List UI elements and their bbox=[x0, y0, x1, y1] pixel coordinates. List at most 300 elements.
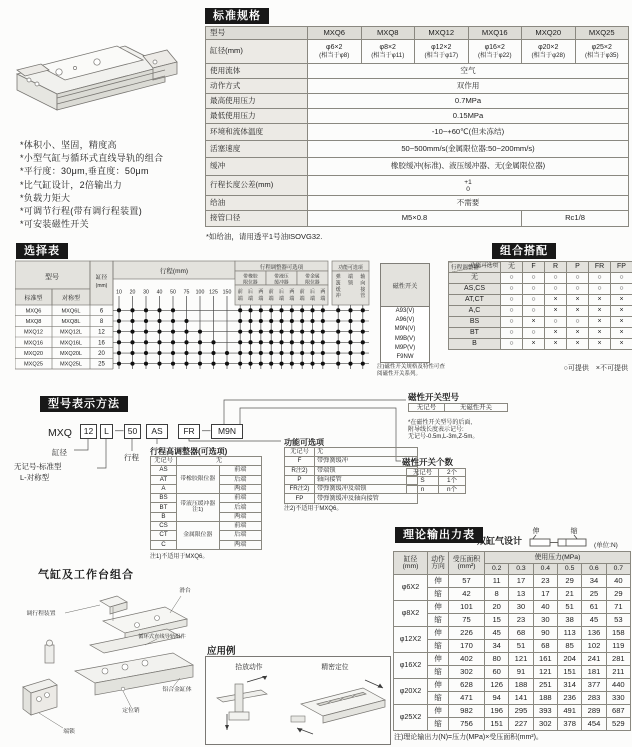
td-element: × bbox=[611, 317, 632, 328]
th-element: 0.6 bbox=[582, 564, 606, 575]
td-element: 橡胶缓冲(标准)、液压缓冲器、无(金属限位器) bbox=[308, 158, 629, 176]
model-prefix: MXQ bbox=[48, 427, 72, 439]
td-element: × bbox=[589, 328, 611, 339]
td-element: 34 bbox=[485, 640, 509, 653]
td-element: 金属限位器 bbox=[177, 522, 220, 550]
tr-element bbox=[285, 457, 418, 466]
circle-element bbox=[157, 308, 161, 312]
circle-element bbox=[171, 340, 175, 344]
td-element: 71 bbox=[606, 601, 630, 614]
td-element: 283 bbox=[582, 692, 606, 705]
td-element: 302 bbox=[533, 718, 557, 731]
td-element: × bbox=[523, 339, 545, 350]
rect-element bbox=[235, 684, 243, 712]
text-element: 簧 bbox=[335, 281, 341, 287]
output-row bbox=[394, 614, 631, 627]
output-table bbox=[393, 551, 631, 731]
circle-element bbox=[171, 351, 175, 355]
adjuster-options-table bbox=[150, 456, 262, 550]
text-element: 后 bbox=[310, 289, 316, 295]
td-element: 带弹簧缓冲 bbox=[315, 457, 418, 466]
circle-element bbox=[248, 330, 252, 334]
td-element: 85 bbox=[557, 640, 581, 653]
text-element: MXQ20L bbox=[59, 351, 83, 358]
td-element: × bbox=[545, 328, 567, 339]
td-element: n个 bbox=[439, 485, 466, 493]
div-element: 方向 bbox=[431, 563, 445, 570]
td-element: 236 bbox=[557, 692, 581, 705]
td-element: 196 bbox=[485, 705, 509, 718]
output-row bbox=[394, 692, 631, 705]
switch-model-table-wrap bbox=[408, 403, 508, 412]
td-element: × bbox=[589, 295, 611, 306]
td-element: 378 bbox=[557, 718, 581, 731]
circle-element bbox=[157, 351, 161, 355]
circle-element bbox=[321, 319, 325, 323]
td-element: 170 bbox=[449, 640, 485, 653]
circle-element bbox=[117, 319, 121, 323]
td-element: 226 bbox=[449, 627, 485, 640]
td-element: 后端 bbox=[219, 475, 262, 484]
circle-element bbox=[321, 351, 325, 355]
circle-element bbox=[259, 330, 263, 334]
td-element: MXQ8 bbox=[361, 27, 415, 40]
td-element: 活塞速度 bbox=[206, 141, 308, 158]
text-element: 12 bbox=[98, 329, 105, 336]
td-element: 330 bbox=[606, 692, 630, 705]
circle-element bbox=[336, 330, 340, 334]
td-element: ○ bbox=[501, 284, 523, 295]
combination-legend: ○可提供 ×不可提供 bbox=[563, 365, 628, 372]
div-element: φ16×2 bbox=[484, 43, 505, 51]
td-element: 45 bbox=[485, 627, 509, 640]
circle-element bbox=[361, 340, 365, 344]
text-element: 后 bbox=[248, 289, 254, 295]
auto-switch-model: M9B(V) bbox=[394, 335, 416, 342]
spec-row bbox=[206, 141, 629, 158]
td-element: 454 bbox=[582, 718, 606, 731]
td-element: 60 bbox=[485, 666, 509, 679]
circle-element bbox=[310, 319, 314, 323]
stroke-label: 行程 bbox=[124, 453, 139, 462]
text-element: MXQ12 bbox=[24, 329, 43, 336]
text-element: 带橡胶 bbox=[243, 274, 258, 280]
circle-element bbox=[171, 308, 175, 312]
specs-footnote: *如给油，请用透平1号油ISOVG32. bbox=[206, 232, 323, 241]
text-element: 伸 bbox=[532, 528, 540, 535]
circle-element bbox=[259, 319, 263, 323]
circle-element bbox=[45, 693, 50, 698]
td-element: Rc1/8 bbox=[522, 211, 629, 227]
text-element: 定位销 bbox=[122, 708, 140, 714]
text-element: 锁 bbox=[348, 281, 353, 287]
switch-model-table bbox=[408, 403, 508, 412]
td-element: 不需要 bbox=[308, 196, 629, 211]
td-element: 161 bbox=[533, 653, 557, 666]
circle-element bbox=[290, 351, 294, 355]
output-row bbox=[394, 679, 631, 692]
td-element: 伸 bbox=[428, 679, 449, 692]
td-element: ○ bbox=[545, 317, 567, 328]
circle-element bbox=[300, 308, 304, 312]
td-element: 68 bbox=[533, 640, 557, 653]
td-element: × bbox=[567, 328, 589, 339]
circle-element bbox=[117, 362, 121, 366]
td-element: 113 bbox=[557, 627, 581, 640]
circle-element bbox=[184, 319, 188, 323]
spec-row bbox=[206, 211, 629, 227]
td-element: 双作用 bbox=[308, 79, 629, 94]
td-element: 2个 bbox=[439, 469, 466, 477]
td-element: MXQ20 bbox=[522, 27, 576, 40]
combination-row bbox=[449, 284, 632, 295]
adjuster-table-wrap bbox=[150, 456, 262, 550]
output-row bbox=[394, 653, 631, 666]
tr-element bbox=[151, 522, 262, 531]
td-element: 带橡胶限位器 bbox=[177, 466, 220, 494]
circle-element bbox=[259, 308, 263, 312]
td-element: 204 bbox=[557, 653, 581, 666]
td-element: φ25X2 bbox=[394, 705, 428, 731]
text-element: 端 bbox=[310, 296, 316, 302]
td-element: BT bbox=[449, 328, 501, 339]
td-element: 缩 bbox=[428, 692, 449, 705]
combination-table-wrap bbox=[448, 261, 632, 350]
circle-element bbox=[300, 362, 304, 366]
circle-element bbox=[94, 59, 100, 65]
output-title-tab: 理论输出力表 bbox=[395, 527, 483, 543]
td-element: A,C bbox=[449, 306, 501, 317]
div-element: 缸径 bbox=[403, 555, 418, 563]
td-element: AT,CT bbox=[449, 295, 501, 306]
circle-element bbox=[348, 351, 352, 355]
designation-title-tab: 型号表示方法 bbox=[40, 396, 128, 412]
output-subtitle: 双缸气设计 bbox=[477, 536, 523, 546]
text-element: 150 bbox=[222, 289, 232, 296]
text-element: MXQ16L bbox=[59, 340, 83, 347]
circle-element bbox=[336, 351, 340, 355]
td-element: 23 bbox=[533, 575, 557, 588]
td-element: 101 bbox=[449, 601, 485, 614]
text-element: MXQ8 bbox=[25, 319, 42, 326]
td-element: 前端 bbox=[219, 494, 262, 503]
td-element: 295 bbox=[509, 705, 533, 718]
td-element: FP bbox=[611, 262, 632, 273]
td-element: 缩 bbox=[428, 666, 449, 679]
auto-switch-column bbox=[380, 263, 430, 363]
text-element: MXQ16 bbox=[24, 340, 43, 347]
td-element: 两端 bbox=[219, 540, 262, 549]
div-element: 0 bbox=[466, 185, 470, 193]
circle-element bbox=[184, 330, 188, 334]
output-row bbox=[394, 640, 631, 653]
circle-element bbox=[157, 362, 161, 366]
circle-element bbox=[142, 660, 148, 666]
adjuster-note: 注1)不适用于MXQ6。 bbox=[150, 554, 209, 560]
circle-element bbox=[336, 340, 340, 344]
model-code-box: 12 bbox=[80, 424, 97, 439]
switch-model-note bbox=[408, 420, 478, 442]
td-element: 687 bbox=[606, 705, 630, 718]
tr-element bbox=[206, 27, 629, 40]
text-element: 标准型 bbox=[24, 296, 43, 302]
div-element: (mm²) bbox=[457, 563, 476, 570]
td-element: F bbox=[523, 262, 545, 273]
td-element: P bbox=[285, 475, 315, 484]
spec-row bbox=[206, 158, 629, 176]
td-element: ○ bbox=[501, 306, 523, 317]
circle-element bbox=[130, 351, 134, 355]
th-element: 0.7 bbox=[606, 564, 630, 575]
div-element: (相当于φ22) bbox=[477, 51, 512, 59]
text-element: 端 bbox=[258, 296, 264, 302]
td-element: 121 bbox=[533, 666, 557, 679]
circle-element bbox=[130, 330, 134, 334]
tr-element bbox=[151, 466, 262, 475]
td-element: 51 bbox=[509, 640, 533, 653]
td-element: 34 bbox=[582, 575, 606, 588]
td-element: 61 bbox=[582, 601, 606, 614]
circle-element bbox=[310, 362, 314, 366]
td-element: BT bbox=[151, 503, 177, 512]
bore-label: 缸径 bbox=[52, 448, 67, 457]
td-element: 281 bbox=[606, 653, 630, 666]
model-code-box: 50 bbox=[124, 424, 141, 439]
td-element: ○ bbox=[545, 284, 567, 295]
div-element: 受压面积 bbox=[452, 555, 481, 563]
td-element: 11 bbox=[485, 575, 509, 588]
circle-element bbox=[121, 687, 125, 691]
td-element: 53 bbox=[606, 614, 630, 627]
circle-element bbox=[348, 362, 352, 366]
td-element: CT bbox=[151, 531, 177, 540]
selection-title-tab: 选择表 bbox=[16, 243, 68, 259]
div-element: 无记号-0.5m,L-3m,Z-5m。 bbox=[408, 434, 479, 441]
td-element: 0.15MPa bbox=[308, 109, 629, 124]
switch-qty-table-wrap bbox=[406, 468, 466, 494]
td-element: 最高使用压力 bbox=[206, 94, 308, 109]
td-element: 80 bbox=[485, 653, 509, 666]
text-element: MXQ25 bbox=[24, 361, 43, 368]
td-element: 30 bbox=[533, 614, 557, 627]
text-element: 循环式直线导轨组件 bbox=[138, 634, 186, 640]
text-element: 端 bbox=[320, 296, 326, 302]
text-element: MXQ25L bbox=[59, 361, 83, 368]
spec-row bbox=[206, 176, 629, 196]
function-options-header: 功能可选项 bbox=[284, 438, 324, 447]
td-element: × bbox=[545, 295, 567, 306]
text-element: 调行程装置 bbox=[26, 611, 56, 617]
combination-row bbox=[449, 317, 632, 328]
td-element: 756 bbox=[449, 718, 485, 731]
circle-element bbox=[348, 340, 352, 344]
feature-item: *小型气缸与循环式直线导轨的组合 bbox=[20, 153, 164, 164]
td-element: ○ bbox=[611, 273, 632, 284]
tr-element bbox=[285, 475, 418, 484]
circle-element bbox=[248, 340, 252, 344]
td-element: ○ bbox=[567, 273, 589, 284]
rect-element bbox=[45, 645, 54, 663]
td-element: MXQ25 bbox=[575, 27, 629, 40]
tr-element bbox=[285, 466, 418, 475]
td-element: 302 bbox=[449, 666, 485, 679]
tr-element bbox=[285, 485, 418, 494]
circle-element bbox=[259, 340, 263, 344]
circle-element bbox=[73, 66, 76, 69]
td-element: 119 bbox=[606, 640, 630, 653]
td-element: 伸 bbox=[428, 705, 449, 718]
td-element: 带弹簧缓冲及端锁 bbox=[315, 485, 418, 494]
circle-element bbox=[130, 340, 134, 344]
td-element: 29 bbox=[606, 588, 630, 601]
circle-element bbox=[269, 362, 273, 366]
adjuster-options-header: 行程高调整器(可选项) bbox=[150, 447, 228, 456]
feature-item: *平行度：30μm,垂直度：50μm bbox=[20, 166, 149, 177]
text-element: 型号 bbox=[45, 274, 59, 281]
circle-element bbox=[321, 362, 325, 366]
rect-element bbox=[229, 712, 249, 720]
circle-element bbox=[279, 330, 283, 334]
td-element: 13 bbox=[509, 588, 533, 601]
specs-title-tab: 标准规格 bbox=[205, 8, 269, 24]
combination-row bbox=[449, 339, 632, 350]
div-element: (mm) bbox=[402, 563, 419, 570]
circle-element bbox=[361, 330, 365, 334]
rect-element bbox=[235, 285, 328, 305]
span-element: 功能可选项 bbox=[470, 263, 498, 269]
td-element bbox=[361, 40, 415, 64]
td-element: 空气 bbox=[308, 64, 629, 79]
tr-element bbox=[206, 40, 629, 64]
circle-element bbox=[310, 308, 314, 312]
td-element: 无 bbox=[315, 448, 418, 457]
circle-element bbox=[157, 340, 161, 344]
td-element: 前端 bbox=[219, 466, 262, 475]
feature-item: *可安装磁性开关 bbox=[20, 219, 89, 230]
td-element: MXQ16 bbox=[468, 27, 522, 40]
td-element: 628 bbox=[449, 679, 485, 692]
spec-row bbox=[206, 94, 629, 109]
td-element: 51 bbox=[557, 601, 581, 614]
line-element bbox=[39, 713, 63, 728]
td-element: 188 bbox=[509, 679, 533, 692]
text-element: 滑台 bbox=[179, 588, 191, 594]
td-element: n bbox=[407, 485, 439, 493]
circle-element bbox=[300, 319, 304, 323]
td-element: 151 bbox=[485, 718, 509, 731]
td-element: 20 bbox=[485, 601, 509, 614]
td-element: × bbox=[567, 339, 589, 350]
td-element: A bbox=[151, 484, 177, 493]
circle-element bbox=[238, 340, 242, 344]
text-element: 端锁 bbox=[63, 729, 75, 735]
circle-element bbox=[144, 340, 148, 344]
text-element: 行程调整器可选项 bbox=[259, 264, 304, 271]
circle-element bbox=[269, 330, 273, 334]
text-element: 端 bbox=[348, 275, 353, 280]
circle-element bbox=[171, 319, 175, 323]
text-element: 125 bbox=[209, 289, 218, 296]
td-element: 无 bbox=[501, 262, 523, 273]
tr-element bbox=[394, 552, 631, 564]
td-element: P bbox=[567, 262, 589, 273]
span-element: 行程调整器 bbox=[451, 264, 479, 271]
text-element: 带液压 bbox=[274, 274, 289, 280]
td-element: 40 bbox=[606, 575, 630, 588]
tr-element bbox=[285, 448, 418, 457]
div-element: φ25×2 bbox=[591, 43, 612, 51]
td-element: ○ bbox=[567, 284, 589, 295]
td-element: B bbox=[151, 512, 177, 521]
circle-element bbox=[135, 623, 140, 628]
th-element: 0.3 bbox=[509, 564, 533, 575]
circle-element bbox=[56, 69, 62, 75]
td-element: FR bbox=[589, 262, 611, 273]
td-element: 151 bbox=[557, 666, 581, 679]
td-element: B bbox=[449, 339, 501, 350]
td-element: 40 bbox=[533, 601, 557, 614]
div-element: φ8×2 bbox=[379, 43, 396, 51]
td-element: ○ bbox=[501, 339, 523, 350]
td-element: × bbox=[611, 339, 632, 350]
spec-row bbox=[206, 196, 629, 211]
output-row bbox=[394, 705, 631, 718]
td-element: 无 bbox=[449, 273, 501, 284]
td-element: 缩 bbox=[428, 640, 449, 653]
tr-element bbox=[407, 485, 466, 493]
polyline-element bbox=[97, 439, 106, 468]
circle-element bbox=[269, 351, 273, 355]
circle-element bbox=[348, 308, 352, 312]
td-element bbox=[468, 40, 522, 64]
text-element: 25 bbox=[98, 361, 105, 368]
td-element: R注2) bbox=[285, 466, 315, 475]
td-element: 伸 bbox=[428, 575, 449, 588]
text-element: 端 bbox=[248, 296, 254, 302]
td-element bbox=[575, 40, 629, 64]
circle-element bbox=[35, 82, 39, 86]
td-element: 行程长度公差(mm) bbox=[206, 176, 308, 196]
text-element: 精密定位 bbox=[321, 664, 349, 671]
circle-element bbox=[279, 351, 283, 355]
circle-element bbox=[269, 340, 273, 344]
td-element: 无 bbox=[177, 457, 262, 466]
model-code-box: — bbox=[115, 425, 124, 435]
combination-row bbox=[449, 273, 632, 284]
td-element: S bbox=[407, 477, 439, 485]
model-code-box: AS bbox=[146, 424, 168, 439]
td-element: 91 bbox=[509, 666, 533, 679]
spec-row bbox=[206, 124, 629, 141]
div-element: (相当于φ35) bbox=[584, 51, 619, 59]
text-element: 20 bbox=[98, 351, 105, 358]
td-element: 136 bbox=[582, 627, 606, 640]
polyline-element bbox=[74, 439, 88, 450]
circle-element bbox=[300, 340, 304, 344]
combination-table bbox=[448, 261, 632, 350]
td-element bbox=[308, 176, 629, 196]
div-element: (相当于φ28) bbox=[531, 51, 566, 59]
output-table-wrap bbox=[393, 551, 631, 731]
td-element: 最低使用压力 bbox=[206, 109, 308, 124]
div-element: *在磁性开关型号的后面, bbox=[408, 420, 473, 426]
text-element: 端 bbox=[268, 296, 274, 302]
auto-switch-model: A93(V) bbox=[395, 308, 415, 314]
td-element: × bbox=[611, 328, 632, 339]
td-element: 251 bbox=[533, 679, 557, 692]
circle-element bbox=[248, 308, 252, 312]
td-element: 181 bbox=[582, 666, 606, 679]
